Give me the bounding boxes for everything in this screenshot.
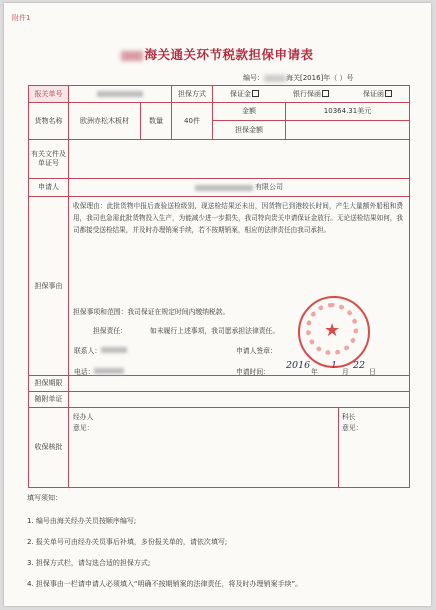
option-bank[interactable]: 银行保函 xyxy=(293,90,329,99)
apply-time: 申请时间： xyxy=(236,368,270,376)
signer-label: 申请人签章： xyxy=(236,347,277,355)
apply-month: 1 xyxy=(331,360,338,371)
decl-no-label: 报关单号 xyxy=(29,86,69,103)
contact-label: 联系人： xyxy=(74,345,127,355)
attached-docs-label: 随附单证 xyxy=(29,392,69,408)
guarantee-type-options xyxy=(213,86,409,103)
period-value xyxy=(69,376,409,392)
goods-name-label: 货物名称 xyxy=(29,103,69,140)
form-sheet xyxy=(4,3,431,606)
option-insurance[interactable]: 保证函 xyxy=(363,90,392,99)
guarantee-amount-value xyxy=(286,121,409,140)
year-char: 年 xyxy=(311,368,318,376)
documents-label: 有关文件及单证号 xyxy=(29,140,69,179)
note-item: 1. 编号由海关经办关员按顺序编写; xyxy=(27,517,137,525)
approval-label: 收保核批 xyxy=(29,408,69,487)
chief-opinion-label: 意见： xyxy=(342,424,363,432)
serial-suffix: 海关[2016]年（ ）号 xyxy=(286,74,354,82)
guarantee-type-label: 担保方式 xyxy=(172,86,213,103)
amount-label: 金额 xyxy=(213,103,286,121)
chief-label: 科长 xyxy=(342,413,356,421)
officer-label: 经办人 xyxy=(73,413,94,421)
form-title-text: 海关通关环节税款担保申请表 xyxy=(144,47,314,62)
serial-prefix: 编号： xyxy=(243,74,264,82)
officer-opinion-label: 意见： xyxy=(73,424,94,432)
attached-docs-value xyxy=(69,392,409,408)
company-seal: ★ xyxy=(298,296,370,368)
serial-number xyxy=(243,73,354,83)
applicant-label: 申请人 xyxy=(29,179,69,197)
guarantee-amount-label: 担保金额 xyxy=(213,121,286,140)
notes-heading: 填写须知： xyxy=(27,494,62,502)
applicant-value: 有限公司 xyxy=(69,179,409,197)
insurance-checkbox[interactable] xyxy=(385,90,392,97)
day-char: 日 xyxy=(369,368,376,376)
guarantee-matter-label: 担保事由 xyxy=(29,197,69,376)
note-item: 3. 担保方式栏，请勾选合适的担保方式; xyxy=(27,559,151,567)
deposit-checkbox[interactable] xyxy=(252,90,259,97)
amount-value: 10364.31美元 xyxy=(286,103,409,121)
month-char: 月 xyxy=(342,368,349,376)
bank-checkbox[interactable] xyxy=(322,90,329,97)
redacted-customs-name xyxy=(121,51,143,61)
goods-name-value: 欧洲赤松木板材 xyxy=(69,103,141,140)
decl-no-value xyxy=(69,86,172,103)
documents-value xyxy=(69,140,409,179)
scope-text: 担保事项和范围：我司保证在规定时间内缴纳税款。 xyxy=(73,308,230,316)
period-label: 担保期限 xyxy=(29,376,69,392)
form-title xyxy=(4,45,431,63)
annex-label: 附件1 xyxy=(12,14,31,22)
note-item: 2. 报关单号可由经办关员事后补填，多份报关单的，请依次填写; xyxy=(27,538,228,546)
option-deposit[interactable]: 保证金 xyxy=(230,90,259,99)
quantity-value: 40件 xyxy=(172,103,213,140)
liability-label: 担保责任： xyxy=(93,327,127,335)
apply-day: 22 xyxy=(353,360,366,371)
note-item: 4. 担保事由一栏请申请人必须填入“明确不按期销案的法律责任，将及时办理销案手续”。 xyxy=(27,580,303,588)
quantity-label: 数量 xyxy=(141,103,172,140)
redacted-serial xyxy=(264,75,286,82)
officer-box xyxy=(69,408,339,487)
liability-text: 如未履行上述事项，我司愿承担法律责任。 xyxy=(150,327,280,335)
phone-label: 电话： xyxy=(74,366,124,376)
apply-year: 2016 xyxy=(286,360,311,371)
reason-text: 收保理由：此批货物申报后查验送检级别，现送检结果还未出，因货物已到港较长时间，产生大量额外船租和费用，我司也急需此批货物投入生产，为能减少进一步损失，我司特向贵关申请保证金放行。无论送检结果如何，我司都接受送检结果，并及时办理销案手续，若不按期销案，相应的法律责任由我司承担。 xyxy=(73,202,403,235)
